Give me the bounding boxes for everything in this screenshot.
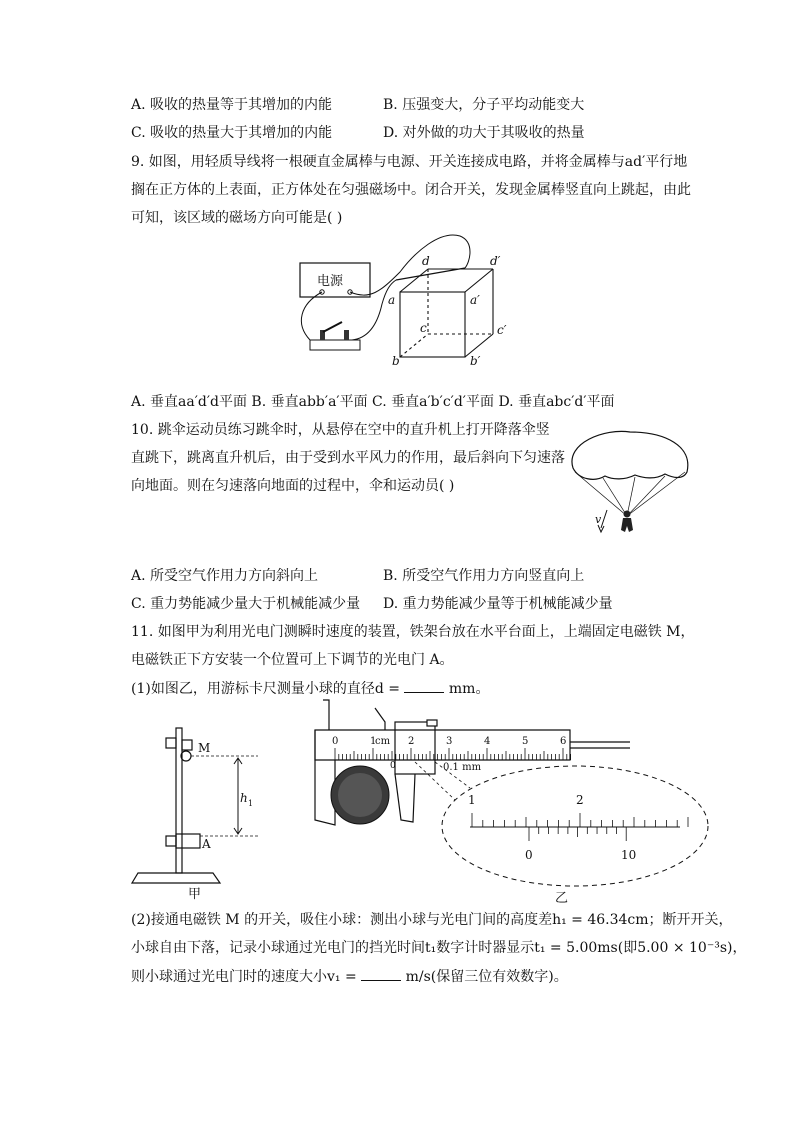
main-tick-label: 2 <box>408 736 415 747</box>
vertex-d-prime: d′ <box>490 254 501 268</box>
main-scale-labels <box>332 736 566 747</box>
electromagnet <box>182 740 192 750</box>
q11-sub2-line1: (2)接通电磁铁 M 的开关，吸住小球：测出小球与光电门间的高度差h₁ = 46.34cm；断开开关， <box>131 912 733 928</box>
vernier-zero: 0 <box>390 761 396 771</box>
caption-yi: 乙 <box>555 891 569 906</box>
q8-option-c: C. 吸收的热量大于其增加的内能 <box>131 125 333 141</box>
main-scale-ticks <box>335 748 571 760</box>
q11-figure-jia <box>128 718 273 903</box>
q9-stem-line2: 搁在正方体的上表面，正方体处在匀强磁场中。闭合开关，发现金属棒竖直向上跳起，由此 <box>131 182 691 198</box>
main-tick-label: 0 <box>332 736 339 747</box>
vertex-d: d <box>422 254 430 268</box>
vertex-c-prime: c′ <box>497 323 507 337</box>
label-A: A <box>202 837 211 851</box>
q11-sub2-prefix: 则小球通过光电门时的速度大小v₁ = <box>131 969 362 985</box>
zoom-vernier-label-0: 0 <box>525 848 533 862</box>
main-tick-label: 3 <box>446 736 453 747</box>
label-h: h <box>240 791 248 805</box>
q11-sub1-blank <box>404 678 444 693</box>
wire-left <box>301 292 322 340</box>
velocity-label: v <box>595 513 602 526</box>
main-tick-label: 6 <box>560 736 567 747</box>
cube <box>400 269 493 357</box>
stand-pole <box>176 728 182 873</box>
wire-right <box>352 280 396 340</box>
vertex-a-prime: a′ <box>470 293 480 307</box>
vertex-c: c <box>420 321 427 335</box>
q9-options: A. 垂直aa′d′d平面 B. 垂直abb′a′平面 C. 垂直a′b′c′d′平面 D. 垂直abc′d′平面 <box>131 394 615 410</box>
zoom-vernier-label-10: 10 <box>621 848 637 862</box>
q10-option-b: B. 所受空气作用力方向竖直向上 <box>383 568 585 584</box>
main-scale-unit: cm <box>375 736 391 747</box>
q8-option-d: D. 对外做的功大于其吸收的热量 <box>383 125 585 141</box>
metal-rod <box>396 268 465 280</box>
q11-figure-yi <box>305 700 715 905</box>
switch-base <box>310 340 360 350</box>
main-tick-label: 1 <box>370 736 377 747</box>
zoom-main-label-2: 2 <box>576 793 584 807</box>
q11-sub2-line3 <box>131 966 568 987</box>
q10-stem-line1: 10. 跳伞运动员练习跳伞时，从悬停在空中的直升机上打开降落伞竖 <box>131 422 550 438</box>
q9-stem-line3: 可知，该区域的磁场方向可能是( ) <box>131 210 343 226</box>
caption-jia: 甲 <box>188 887 202 902</box>
photogate <box>176 834 200 848</box>
q8-option-a: A. 吸收的热量等于其增加的内能 <box>131 97 333 113</box>
q11-sub1-suffix: mm。 <box>444 681 490 697</box>
zoom-main-label-1: 1 <box>468 793 476 807</box>
vertex-a: a <box>388 293 396 307</box>
vertex-b: b <box>392 354 400 368</box>
zoom-ellipse <box>442 766 708 886</box>
q10-stem-line2: 直跳下，跳离直升机后，由于受到水平风力的作用，最后斜向下匀速落 <box>131 450 565 466</box>
q10-option-a: A. 所受空气作用力方向斜向上 <box>131 568 319 584</box>
q10-parachute-figure <box>565 428 695 543</box>
skydiver <box>621 511 633 533</box>
q10-stem-line3: 向地面。则在匀速落向地面的过程中，伞和运动员( ) <box>131 478 455 494</box>
q11-sub1-prefix: (1)如图乙，用游标卡尺测量小球的直径d = <box>131 681 405 697</box>
vernier-precision: 0.1 mm <box>443 762 482 773</box>
canopy <box>572 431 688 479</box>
q11-sub2-blank <box>361 966 401 981</box>
stand-base <box>132 873 220 883</box>
q9-stem-line1: 9. 如图，用轻质导线将一根硬直金属棒与电源、开关连接成电路，并将金属棒与ad′平行地 <box>131 154 688 170</box>
q8-option-b: B. 压强变大，分子平均动能变大 <box>383 97 585 113</box>
main-tick-label: 5 <box>522 736 529 747</box>
label-h-sub: 1 <box>248 799 254 808</box>
main-tick-label: 4 <box>484 736 491 747</box>
q10-option-d: D. 重力势能减少量等于机械能减少量 <box>383 596 613 612</box>
q11-stem-line1: 11. 如图甲为利用光电门测瞬时速度的装置，铁架台放在水平台面上，上端固定电磁铁 M， <box>131 624 695 640</box>
power-label: 电源 <box>317 274 344 289</box>
q9-circuit-figure <box>290 232 520 372</box>
q11-stem-line2: 电磁铁正下方安装一个位置可上下调节的光电门 A。 <box>131 652 454 668</box>
label-M: M <box>198 741 211 755</box>
q10-option-c: C. 重力势能减少量大于机械能减少量 <box>131 596 361 612</box>
wire-top <box>350 235 470 295</box>
q11-sub1 <box>131 678 489 699</box>
q11-sub2-suffix: m/s(保留三位有效数字)。 <box>401 969 568 985</box>
q11-sub2-line2: 小球自由下落，记录小球通过光电门的挡光时间t₁数字计时器显示t₁ = 5.00ms(即5.00 × 10⁻³s)， <box>131 940 747 956</box>
vertex-b-prime: b′ <box>470 354 481 368</box>
